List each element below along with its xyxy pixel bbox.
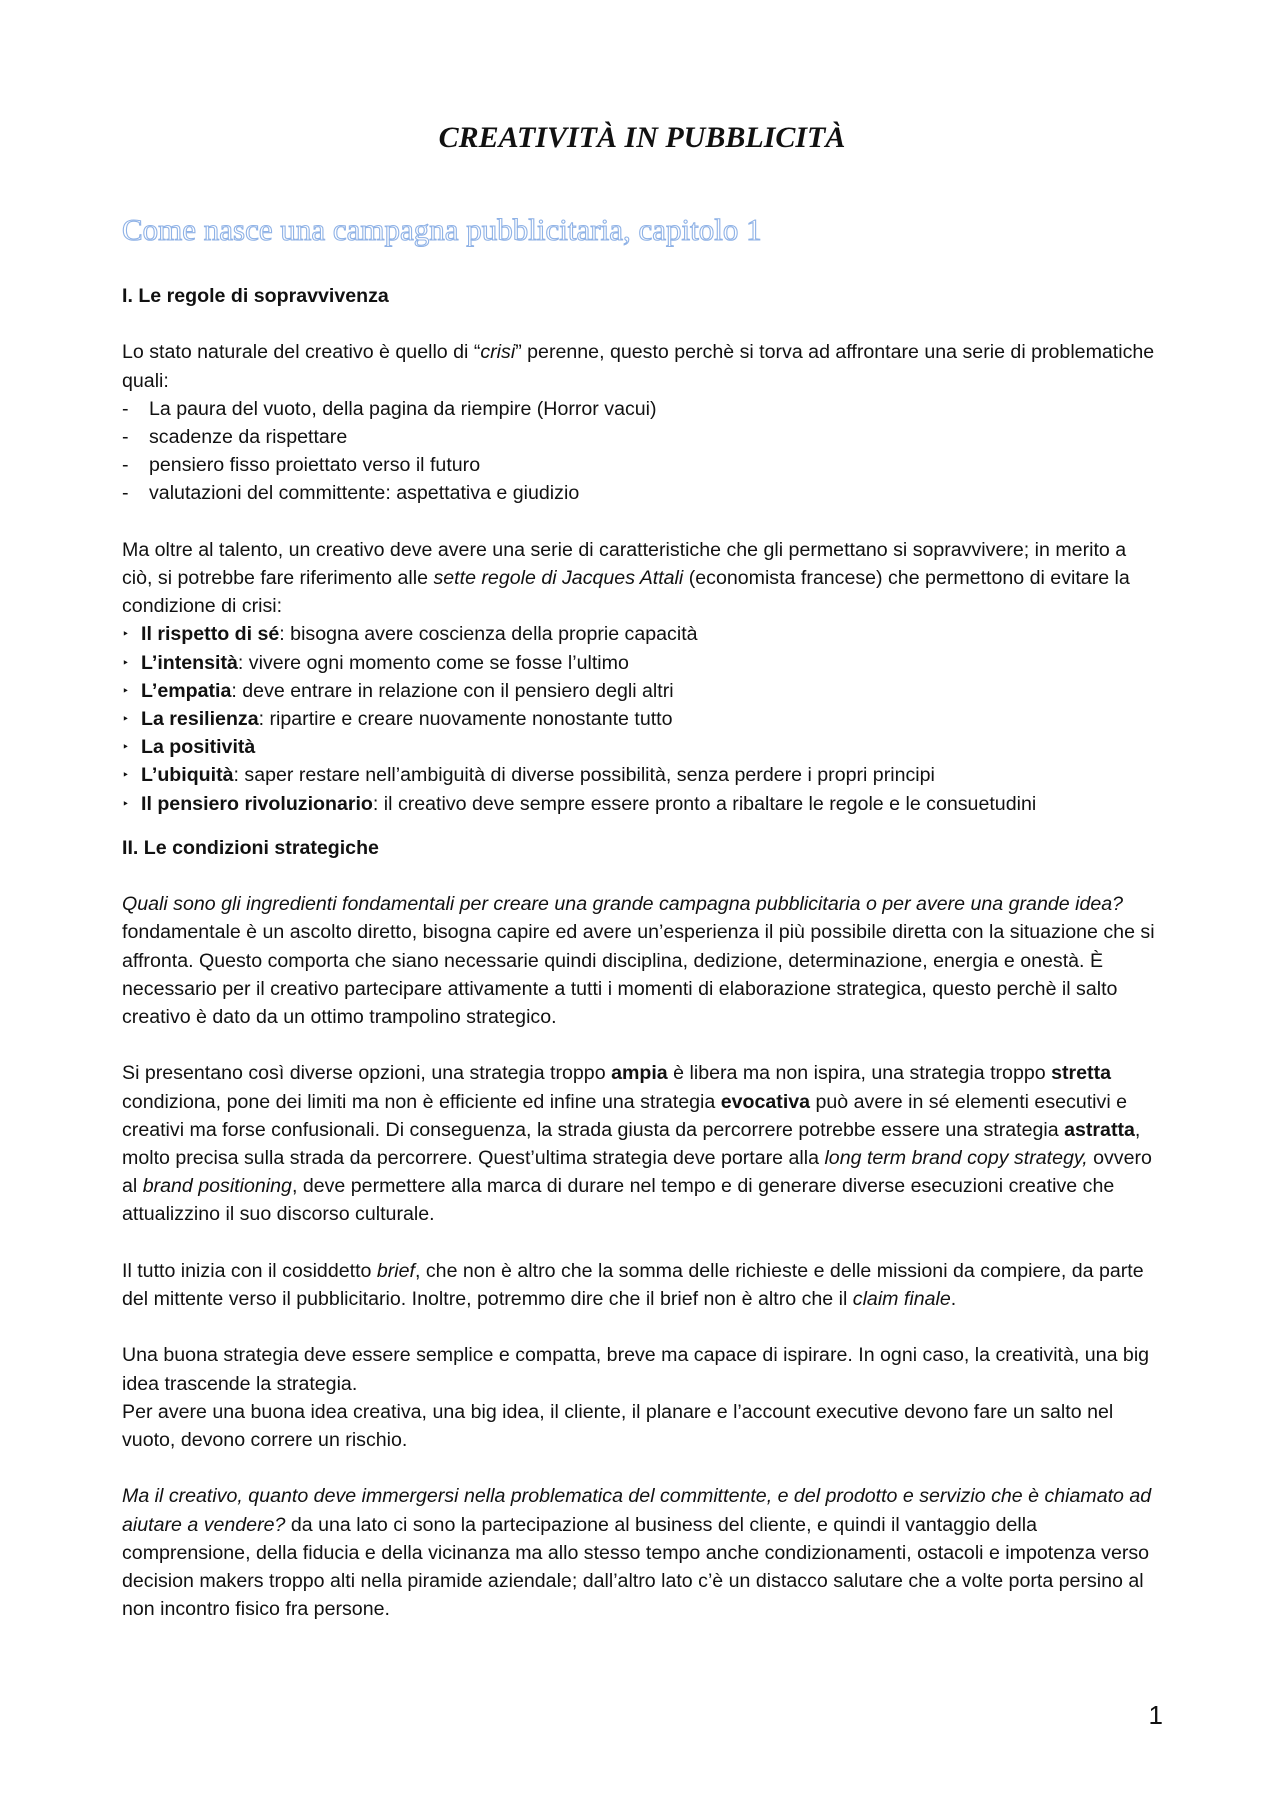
paragraph-strategies: Si presentano così diverse opzioni, una strategia troppo ampia è libera ma non ispira, una strategia troppo stretta condiziona, pone dei limiti ma non è efficiente ed infine una strategia evocativa può avere in sé elementi esecutivi e creativi ma forse confusionali. Di conseguenza, la strada giusta da percorrere potrebbe essere una strategia astratta, molto precisa sulla strada da percorrere. Quest’ultima strategia deve portare alla long term brand copy strategy, ovvero al brand positioning, deve permettere alla marca di durare nel tempo e di generare diverse esecuzioni creative che attualizzino il suo discorso culturale. (122, 1062, 1152, 1226)
triangle-bullet-icon: ‣ (122, 627, 130, 642)
triangle-bullet-icon: ‣ (122, 712, 130, 727)
dash-bullet: - (122, 454, 129, 477)
rule-item: ‣ L’empatia: deve entrare in relazione con il pensiero degli altri (122, 677, 1162, 705)
rule-item: ‣ L’ubiquità: saper restare nell’ambiguità di diverse possibilità, senza perdere i propri principi (122, 761, 1162, 789)
rule-item: ‣ La resilienza: ripartire e creare nuovamente nonostante tutto (122, 705, 1162, 733)
paragraph-intro: Lo stato naturale del creativo è quello di “crisi” perenne, questo perchè si torva ad affrontare una serie di problematiche quali: (122, 341, 1155, 392)
dash-bullet: - (122, 426, 129, 448)
rule-item: ‣ La positività (122, 733, 1162, 761)
paragraph-rules-intro: Ma oltre al talento, un creativo deve avere una serie di caratteristiche che gli permettano si sopravvivere; in merito a ciò, si potrebbe fare riferimento alle sette regole di Jacques Attali (economista francese) che permettono di evitare la condizione di crisi: (122, 538, 1130, 618)
problems-list (122, 395, 1162, 508)
document-title: CREATIVITÀ IN PUBBLICITÀ (438, 121, 846, 154)
page-number: 1 (1148, 1700, 1163, 1730)
rule-item: ‣ L’intensità: vivere ogni momento come se fosse l’ultimo (122, 649, 1162, 677)
section-heading-2: II. Le condizioni strategiche (122, 836, 379, 859)
dash-bullet: - (122, 397, 129, 420)
triangle-bullet-icon: ‣ (122, 768, 130, 783)
rule-item: ‣ Il pensiero rivoluzionario: il creativo deve sempre essere pronto a ribaltare le regole e le consuetudini (122, 790, 1162, 818)
list-item: - pensiero fisso proiettato verso il futuro (122, 451, 1162, 479)
paragraph-good-strategy: Una buona strategia deve essere semplice e compatta, breve ma capace di ispirare. In ogni caso, la creatività, una big idea trascende la strategia. (122, 1344, 1150, 1395)
triangle-bullet-icon: ‣ (122, 683, 130, 698)
paragraph-big-idea: Per avere una buona idea creativa, una big idea, il cliente, il planare e l’account executive devono fare un salto nel vuoto, devono correre un rischio. (122, 1400, 1114, 1452)
paragraph-immersion: Ma il creativo, quanto deve immergersi nella problematica del committente, e del prodotto e servizio che è chiamato ad aiutare a vendere? da una lato ci sono la partecipazione al business del cliente, e quindi il vantaggio della comprensione, della fiducia e della vicinanza ma allo stesso tempo anche condizionamenti, ostacoli e impotenza verso decision makers troppo alti nella piramide aziendale; dall’altro lato c’è un distacco salutare che a volte porta persino al non incontro fisico fra persone. (122, 1485, 1152, 1621)
section-heading-1: I. Le regole di sopravvivenza (122, 285, 389, 307)
list-item: - scadenze da rispettare (122, 423, 1162, 451)
chapter-title: Come nasce una campagna pubblicitaria, capitolo 1 (122, 212, 762, 247)
dash-bullet: - (122, 482, 129, 505)
document-body (122, 282, 1162, 1623)
triangle-bullet-icon: ‣ (122, 740, 130, 755)
paragraph-ingredients: Quali sono gli ingredienti fondamentali per creare una grande campagna pubblicitaria o per avere una grande idea? fondamentale è un ascolto diretto, bisogna capire ed avere un’esperienza il più possibile diretta con la situazione che si affronta. Questo comporta che siano necessarie quindi disciplina, dedizione, determinazione, energia e onestà. È necessario per il creativo partecipare attivamente a tutti i momenti di elaborazione strategica, questo perchè il salto creativo è dato da un ottimo trampolino strategico. (122, 893, 1155, 1029)
triangle-bullet-icon: ‣ (122, 655, 130, 670)
list-item: - valutazioni del committente: aspettativa e giudizio (122, 479, 1162, 507)
paragraph-brief: Il tutto inizia con il cosiddetto brief, che non è altro che la somma delle richieste e delle missioni da compiere, da parte del mittente verso il pubblicitario. Inoltre, potremmo dire che il brief non è altro che il claim finale. (122, 1259, 1144, 1311)
triangle-bullet-icon: ‣ (122, 796, 130, 811)
rules-list (122, 620, 1162, 817)
rule-item: ‣ Il rispetto di sé: bisogna avere coscienza della proprie capacità (122, 620, 1162, 648)
list-item: - La paura del vuoto, della pagina da riempire (Horror vacui) (122, 395, 1162, 423)
